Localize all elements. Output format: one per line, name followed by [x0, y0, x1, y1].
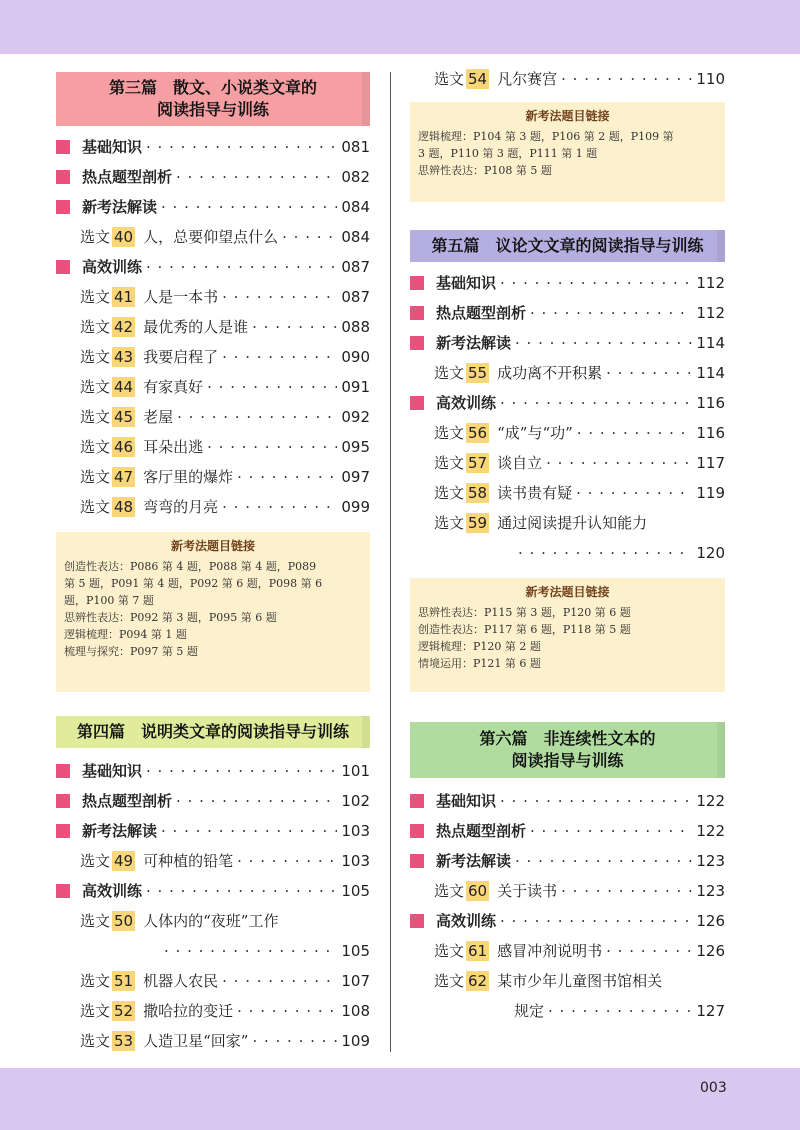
- top-band: [0, 0, 800, 54]
- toc-section-row[interactable]: [56, 816, 370, 846]
- selection-number: 53: [114, 1032, 134, 1050]
- section-label: 新考法解读: [436, 334, 512, 352]
- page-ref: 123: [696, 852, 725, 870]
- page-ref: 110: [696, 70, 725, 88]
- selection-title: 成功离不开积累: [497, 364, 603, 382]
- toc-continuation-row[interactable]: [410, 538, 725, 568]
- selection-title: “成”与“功”: [497, 424, 573, 442]
- page-ref: 122: [696, 822, 725, 840]
- part3-header: [56, 72, 370, 126]
- selection-tag: 选文: [80, 438, 111, 456]
- toc-section-row[interactable]: [410, 786, 725, 816]
- selection-number: 54: [468, 70, 488, 88]
- toc-selection-row[interactable]: [56, 906, 370, 936]
- bullet-square-icon: [56, 260, 70, 274]
- page-ref: 084: [341, 228, 370, 246]
- selection-title: 耳朵出逃: [143, 438, 204, 456]
- selection-tag: 选文: [80, 318, 111, 336]
- toc-selection-row[interactable]: [56, 282, 370, 312]
- section-label: 高效训练: [436, 394, 497, 412]
- section-label: 新考法解读: [82, 822, 158, 840]
- selection-tag: 选文: [80, 1032, 111, 1050]
- box-line: 第 5 题，P091 第 4 题，P092 第 6 题，P098 第 6: [64, 577, 323, 590]
- bullet-square-icon: [56, 884, 70, 898]
- page-ref: 123: [696, 882, 725, 900]
- selection-title: 感冒冲剂说明书: [497, 942, 603, 960]
- exam-link-box: [410, 102, 725, 202]
- part4-header: [56, 716, 370, 748]
- selection-number: 47: [114, 468, 134, 486]
- toc-selection-row[interactable]: [410, 876, 725, 906]
- toc-selection-row[interactable]: [56, 222, 370, 252]
- selection-number: 59: [468, 514, 488, 532]
- box-line: 逻辑梳理：P120 第 2 题: [418, 640, 541, 653]
- selection-number: 40: [114, 228, 134, 246]
- selection-tag: 选文: [80, 498, 111, 516]
- page-ref: 081: [341, 138, 370, 156]
- selection-title: 我要启程了: [143, 348, 219, 366]
- selection-title: 撒哈拉的变迁: [143, 1002, 234, 1020]
- selection-number: 52: [114, 1002, 134, 1020]
- selection-tag: 选文: [80, 348, 111, 366]
- selection-title-cont: 规定: [514, 1002, 545, 1020]
- selection-number: 55: [468, 364, 488, 382]
- toc-selection-row[interactable]: [56, 342, 370, 372]
- toc-selection-row[interactable]: [56, 372, 370, 402]
- box-line: 逻辑梳理：P104 第 3 题，P106 第 2 题，P109 第: [418, 130, 674, 143]
- selection-tag: 选文: [80, 912, 111, 930]
- selection-title: 客厅里的爆炸: [143, 468, 234, 486]
- page-ref: 084: [341, 198, 370, 216]
- toc-section-row[interactable]: [56, 756, 370, 786]
- selection-tag: 选文: [80, 852, 111, 870]
- page-ref: 087: [341, 258, 370, 276]
- section-label: 基础知识: [82, 762, 143, 780]
- page-ref: 108: [341, 1002, 370, 1020]
- box-line: 3 题，P110 第 3 题，P111 第 1 题: [418, 147, 598, 160]
- selection-number: 62: [468, 972, 488, 990]
- toc-continuation-row[interactable]: [56, 936, 370, 966]
- page-ref: 107: [341, 972, 370, 990]
- selection-tag: 选文: [434, 942, 465, 960]
- page-ref: 092: [341, 408, 370, 426]
- toc-selection-row[interactable]: [56, 1026, 370, 1056]
- selection-title: 人体内的“夜班”工作: [143, 912, 279, 930]
- toc-section-row[interactable]: [56, 252, 370, 282]
- toc-selection-row[interactable]: [56, 402, 370, 432]
- selection-title: 谈自立: [497, 454, 543, 472]
- section-label: 热点题型剖析: [82, 168, 173, 186]
- bullet-square-icon: [56, 824, 70, 838]
- page-ref: 117: [696, 454, 725, 472]
- page-number: 003: [700, 1080, 727, 1096]
- selection-tag: 选文: [434, 364, 465, 382]
- selection-title: 关于读书: [497, 882, 558, 900]
- section-label: 新考法解读: [436, 852, 512, 870]
- box-title: 新考法题目链接: [525, 109, 610, 123]
- toc-selection-row[interactable]: [410, 418, 725, 448]
- toc-selection-row[interactable]: [410, 448, 725, 478]
- page-ref: 122: [696, 792, 725, 810]
- bullet-square-icon: [410, 794, 424, 808]
- page-ref: 091: [341, 378, 370, 396]
- selection-title: 弯弯的月亮: [143, 498, 219, 516]
- box-title: 新考法题目链接: [525, 585, 610, 599]
- selection-title: 某市少年儿童图书馆相关: [497, 972, 663, 990]
- page-ref: 119: [696, 484, 725, 502]
- toc-selection-row[interactable]: [56, 966, 370, 996]
- selection-tag: 选文: [80, 228, 111, 246]
- selection-number: 58: [468, 484, 488, 502]
- left-column: [56, 72, 370, 1056]
- page-ref: 112: [696, 274, 725, 292]
- selection-tag: 选文: [80, 378, 111, 396]
- part5-header: [410, 230, 725, 262]
- toc-section-row[interactable]: [410, 906, 725, 936]
- bullet-square-icon: [410, 306, 424, 320]
- page-ref: 127: [696, 1002, 725, 1020]
- toc-selection-row[interactable]: [56, 996, 370, 1026]
- section-label: 高效训练: [436, 912, 497, 930]
- selection-tag: 选文: [80, 408, 111, 426]
- page-ref: 126: [696, 942, 725, 960]
- toc-selection-row[interactable]: [56, 312, 370, 342]
- selection-number: 49: [114, 852, 134, 870]
- exam-link-box: [410, 578, 725, 692]
- selection-number: 42: [114, 318, 134, 336]
- selection-number: 50: [114, 912, 134, 930]
- selection-title: 机器人农民: [143, 972, 219, 990]
- selection-tag: 选文: [80, 468, 111, 486]
- toc-section-row[interactable]: [410, 816, 725, 846]
- selection-number: 44: [114, 378, 134, 396]
- selection-tag: 选文: [434, 70, 465, 88]
- bullet-square-icon: [410, 336, 424, 350]
- selection-tag: 选文: [434, 454, 465, 472]
- toc-section-row[interactable]: [56, 876, 370, 906]
- toc-selection-row[interactable]: [56, 432, 370, 462]
- section-label: 高效训练: [82, 258, 143, 276]
- selection-title: 可种植的铅笔: [143, 852, 234, 870]
- toc-section-row[interactable]: [410, 846, 725, 876]
- selection-number: 45: [114, 408, 134, 426]
- page-ref: 126: [696, 912, 725, 930]
- page-ref: 109: [341, 1032, 370, 1050]
- box-line: 梳理与探究：P097 第 5 题: [64, 645, 198, 658]
- selection-number: 48: [114, 498, 134, 516]
- part3-title-line1: 第三篇 散文、小说类文章的: [108, 78, 317, 97]
- bottom-band: [0, 1068, 800, 1130]
- section-label: 基础知识: [82, 138, 143, 156]
- part6-title-line2: 阅读指导与训练: [511, 751, 624, 770]
- toc-section-row[interactable]: [410, 298, 725, 328]
- section-label: 基础知识: [436, 274, 497, 292]
- toc-selection-row[interactable]: [410, 64, 725, 94]
- page-ref: 105: [341, 882, 370, 900]
- box-line: 创造性表达：P086 第 4 题，P088 第 4 题，P089: [64, 560, 317, 573]
- page-ref: 102: [341, 792, 370, 810]
- part4-title: 第四篇 说明类文章的阅读指导与训练: [76, 722, 349, 741]
- page-ref: 103: [341, 822, 370, 840]
- selection-title: 有家真好: [143, 378, 204, 396]
- part5-title: 第五篇 议论文文章的阅读指导与训练: [431, 236, 704, 255]
- selection-number: 51: [114, 972, 134, 990]
- part6-title-line1: 第六篇 非连续性文本的: [479, 729, 656, 748]
- toc-section-row[interactable]: [56, 162, 370, 192]
- page-ref: 099: [341, 498, 370, 516]
- toc-selection-row[interactable]: [410, 966, 725, 996]
- section-label: 新考法解读: [82, 198, 158, 216]
- selection-tag: 选文: [80, 288, 111, 306]
- selection-title: 凡尔赛宫: [497, 70, 558, 88]
- selection-tag: 选文: [434, 882, 465, 900]
- page-ref: 114: [696, 364, 725, 382]
- bullet-square-icon: [410, 824, 424, 838]
- bullet-square-icon: [56, 140, 70, 154]
- selection-number: 60: [468, 882, 488, 900]
- bullet-square-icon: [56, 764, 70, 778]
- bullet-square-icon: [56, 170, 70, 184]
- box-line: 情境运用：P121 第 6 题: [418, 657, 541, 670]
- part3-title-line2: 阅读指导与训练: [156, 100, 269, 119]
- box-title: 新考法题目链接: [170, 539, 255, 553]
- right-column: [410, 64, 725, 1026]
- selection-title: 人是一本书: [143, 288, 219, 306]
- toc-selection-row[interactable]: [56, 462, 370, 492]
- box-line: 逻辑梳理：P094 第 1 题: [64, 628, 187, 641]
- bullet-square-icon: [410, 914, 424, 928]
- toc-section-row[interactable]: [56, 132, 370, 162]
- selection-tag: 选文: [434, 972, 465, 990]
- toc-section-row[interactable]: [410, 268, 725, 298]
- bullet-square-icon: [410, 854, 424, 868]
- selection-tag: 选文: [80, 972, 111, 990]
- selection-title: 老屋: [143, 408, 174, 426]
- section-label: 高效训练: [82, 882, 143, 900]
- page-ref: 105: [341, 942, 370, 960]
- bullet-square-icon: [410, 396, 424, 410]
- page-ref: 103: [341, 852, 370, 870]
- toc-section-row[interactable]: [56, 786, 370, 816]
- selection-title: 人造卫星“回家”: [143, 1032, 249, 1050]
- selection-title: 人，总要仰望点什么: [143, 228, 279, 246]
- exam-link-box: [56, 532, 370, 692]
- toc-selection-row[interactable]: [410, 358, 725, 388]
- toc-section-row[interactable]: [410, 388, 725, 418]
- toc-selection-row[interactable]: [410, 508, 725, 538]
- page-ref: 116: [696, 424, 725, 442]
- bullet-square-icon: [56, 794, 70, 808]
- selection-title: 通过阅读提升认知能力: [497, 514, 648, 532]
- toc-selection-row[interactable]: [56, 492, 370, 522]
- page-ref: 097: [341, 468, 370, 486]
- page-ref: 101: [341, 762, 370, 780]
- section-label: 热点题型剖析: [82, 792, 173, 810]
- section-label: 热点题型剖析: [436, 822, 527, 840]
- selection-tag: 选文: [434, 484, 465, 502]
- selection-number: 61: [468, 942, 488, 960]
- selection-number: 56: [468, 424, 488, 442]
- page-ref: 087: [341, 288, 370, 306]
- box-line: 思辨性表达：P108 第 5 题: [418, 164, 552, 177]
- selection-title: 读书贵有疑: [497, 484, 573, 502]
- page-ref: 120: [696, 544, 725, 562]
- toc-selection-row[interactable]: [410, 936, 725, 966]
- page-ref: 082: [341, 168, 370, 186]
- toc-continuation-row[interactable]: [410, 996, 725, 1026]
- toc-selection-row[interactable]: [410, 478, 725, 508]
- bullet-square-icon: [56, 200, 70, 214]
- selection-title: 最优秀的人是谁: [143, 318, 249, 336]
- selection-number: 57: [468, 454, 488, 472]
- page-ref: 112: [696, 304, 725, 322]
- toc-section-row[interactable]: [56, 192, 370, 222]
- toc-selection-row[interactable]: [56, 846, 370, 876]
- page-ref: 088: [341, 318, 370, 336]
- section-label: 基础知识: [436, 792, 497, 810]
- page-ref: 090: [341, 348, 370, 366]
- section-label: 热点题型剖析: [436, 304, 527, 322]
- box-line: 思辨性表达：P115 第 3 题，P120 第 6 题: [418, 606, 631, 619]
- selection-number: 43: [114, 348, 134, 366]
- page-ref: 114: [696, 334, 725, 352]
- column-divider: [390, 72, 391, 1052]
- box-line: 创造性表达：P117 第 6 题，P118 第 5 题: [418, 623, 631, 636]
- toc-section-row[interactable]: [410, 328, 725, 358]
- bullet-square-icon: [410, 276, 424, 290]
- page-ref: 095: [341, 438, 370, 456]
- selection-number: 46: [114, 438, 134, 456]
- box-line: 思辨性表达：P092 第 3 题，P095 第 6 题: [64, 611, 277, 624]
- selection-tag: 选文: [434, 514, 465, 532]
- selection-number: 41: [114, 288, 134, 306]
- page-ref: 116: [696, 394, 725, 412]
- part6-header: [410, 722, 725, 778]
- selection-tag: 选文: [434, 424, 465, 442]
- selection-tag: 选文: [80, 1002, 111, 1020]
- box-line: 题，P100 第 7 题: [64, 594, 154, 607]
